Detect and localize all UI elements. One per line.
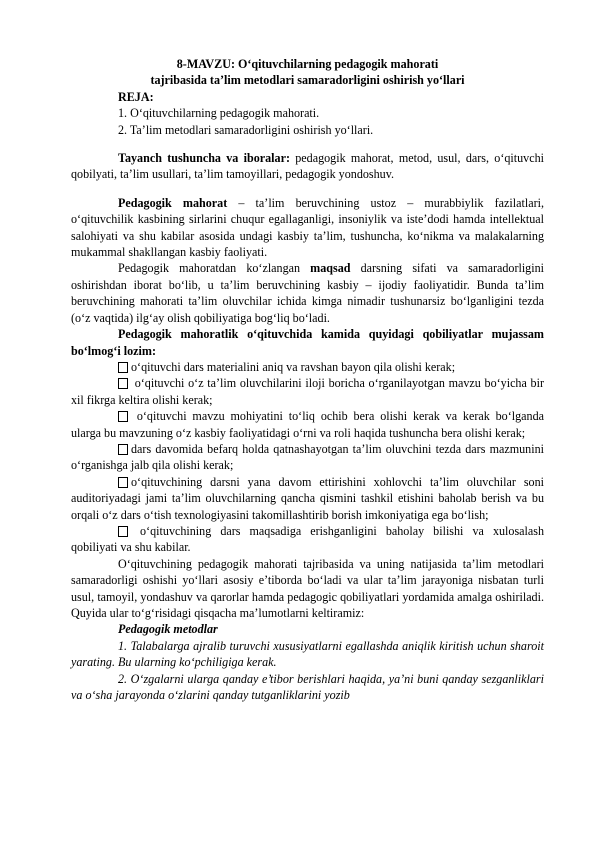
checkbox-icon: [118, 411, 128, 422]
plan-item-2: 2. Ta’lim metodlari samaradorligini oshirish yoʻllari.: [118, 122, 374, 137]
paragraph-2-end: darsning sifati va samaradorligini oshirishdan iborat boʻlib, u ta’lim beruvchining kasbiy – ijodiy faoliyatidir. Bunda ta’lim beruvchining mahorati ta’lim oluvchilar ichida kimga nimadir tushunarsiz boʻlganligini tezda (oʻz vaqtida) ilgʻay olish qobiliyatiga bogʻliq boʻladi.: [71, 261, 544, 325]
checkbox-icon: [118, 378, 128, 389]
key-terms-paragraph: [71, 150, 544, 183]
paragraph-2-start: Pedagogik mahoratdan koʻzlangan: [118, 261, 311, 276]
requirement-text: oʻqituvchi dars materialini aniq va ravshan bayon qila olishi kerak;: [131, 359, 456, 374]
checkbox-icon: [118, 526, 128, 537]
paragraph-1-text: – ta’lim beruvchining ustoz – murabbiylik fazilatlari, oʻqituvchilik kasbining sirlarini chuqur egallaganligi, insoniylik va iste’dodi hamda intellektual salohiyati va shu kabilar asosida undagi kasbiy ta’lim, tushuncha, koʻnikma va malakalarning mukammal shakllangan kasbiy faoliyati.: [71, 195, 544, 260]
requirement-text: oʻqituvchi mavzu mohiyatini toʻliq ochib bera olishi kerak va kerak boʻlganda ularga bu mavzuning oʻz kasbiy faoliyatidagi oʻrni va roli haqida tushuncha bera olishi kerak;: [71, 409, 544, 440]
requirement-text: oʻqituvchining darsni yana davom ettirishini xohlovchi ta’lim oluvchilar soni auditoriyadagi jami ta’lim oluvchilarning qancha qismini tashkil etishini baholab berish va bu orqali oʻz dars oʻtish texnologiyasini takomillashtirib borish imkoniyatiga ega boʻlish;: [71, 474, 544, 522]
requirements-heading: [71, 326, 544, 359]
paragraph-summary: Oʻqituvchining pedagogik mahorati tajribasida va uning natijasida ta’lim metodlari samaradorligi oshishi yoʻllari asosiy e’tiborda boʻladi va ular ta’lim jarayoniga nisbatan turli usul, tamoyil, yondashuv va qarorlar hamda pedagogic qobiliyatlari yordamida amalga oshiriladi. Quyida ular toʻgʻrisidagi qisqacha ma’lumotlarni keltiramiz:: [71, 556, 544, 620]
plan-heading: REJA:: [118, 89, 154, 104]
requirement-item: [71, 474, 544, 523]
checkbox-icon: [118, 362, 128, 373]
plan-item-1: 1. Oʻqituvchilarning pedagogik mahorati.: [118, 106, 320, 121]
key-terms-label: Tayanch tushuncha va iboralar:: [118, 151, 290, 166]
term-pedagogik-mahorat: Pedagogik mahorat: [118, 195, 228, 210]
methods-heading: [71, 621, 544, 637]
document-page: [71, 56, 544, 703]
requirement-item: [71, 441, 544, 474]
title-line-1: 8-MAVZU: Oʻqituvchilarning pedagogik mahorati: [176, 57, 439, 71]
term-maqsad: maqsad: [310, 261, 351, 276]
methods-heading-text: Pedagogik metodlar: [118, 622, 218, 637]
method-item-2: 2. Oʻzgalarni ularga qanday e’tibor berishlari haqida, ya’ni buni qanday sezganliklari va oʻsha jarayonda oʻzlarini qanday tutganliklarini yozib: [71, 671, 544, 703]
paragraph-maqsad: [71, 260, 544, 326]
checkbox-icon: [118, 477, 128, 488]
requirement-text: oʻqituvchining dars maqsadiga erishganligini baholay bilishi va xulosalash qobiliyati va shu kabilar.: [71, 523, 544, 555]
requirement-item: [71, 408, 544, 441]
requirement-text: oʻqituvchi oʻz ta’lim oluvchilarini iloji boricha oʻrganilayotgan mavzu boʻyicha bir xil fikrga keltira olishi kerak;: [71, 376, 544, 407]
requirement-item: [71, 359, 544, 375]
method-item-1: 1. Talabalarga ajralib turuvchi xususiyatlarni egallashda aniqlik kiritish uchun sharoit yarating. Bu ularning koʻpchiligiga kerak.: [71, 638, 544, 670]
paragraph-pedagogik-mahorat: [71, 195, 544, 261]
title-line-2: tajribasida ta’lim metodlari samaradorligini oshirish yoʻllari: [150, 73, 465, 88]
requirement-item: [71, 375, 544, 408]
requirement-text: dars davomida befarq holda qatnashayotgan ta’lim oluvchini tezda dars mazmunini oʻrganishga jalb qila olishi kerak;: [71, 441, 544, 473]
key-terms-text: pedagogik mahorat, metod, usul, dars, oʻqituvchi qobilyati, ta’lim usullari, ta’lim tamoyillari, pedagogik yondoshuv.: [71, 151, 544, 182]
checkbox-icon: [118, 444, 128, 455]
requirement-item: [71, 523, 544, 556]
requirements-heading-text: Pedagogik mahoratlik oʻqituvchida kamida quyidagi qobiliyatlar mujassam boʻlmogʻi lozim:: [71, 327, 544, 358]
